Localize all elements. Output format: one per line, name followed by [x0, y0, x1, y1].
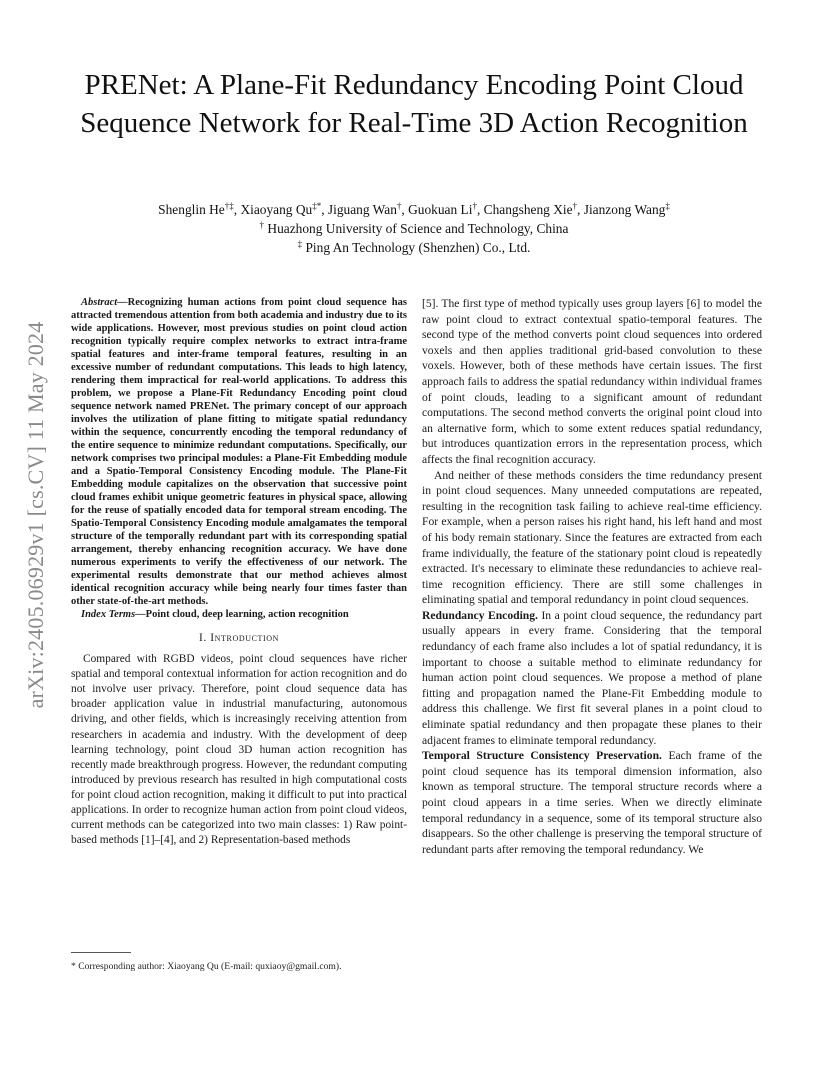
author-list: Shenglin He†‡, Xiaoyang Qu‡*, Jiguang Wan†, Guokuan Li†, Changsheng Xie†, Jianzong Wang‡ — [158, 201, 670, 217]
abstract-text: Recognizing human actions from point cloud sequence has attracted tremendous attention from both academia and industry due to its wide applications. However, most previous studies on point cloud action recognition typically require complex networks to extract intra-frame spatial features and inter-frame temporal features, resulting in an excessive number of redundant computations. This leads to high latency, rendering them impractical for real-world applications. To address this problem, we propose a Plane-Fit Redundancy Encoding point cloud sequence network named PRENet. The primary concept of our approach involves the utilization of plane fitting to mitigate spatial redundancy within the sequence, concurrently encoding the temporal redundancy of the entire sequence to minimize redundant computations. Specifically, our network comprises two principal modules: a Plane-Fit Embedding module and a Spatio-Temporal Consistency Encoding module. The Plane-Fit Embedding module capitalizes on the observation that successive point cloud frames exhibit unique geometric features in physical space, allowing for the reuse of spatially encoded data for temporal stream encoding. The Spatio-Temporal Consistency Encoding module amalgamates the temporal structure of the temporally redundant part with its corresponding spatial arrangement, thereby enhancing recognition accuracy. We have done numerous experiments to verify the effectiveness of our network. The experimental results demonstrate that our method achieves almost identical recognition accuracy while being nearly four times faster than other state-of-the-art methods. — [71, 297, 407, 607]
intro-paragraph-continued: [5]. The first type of method typically uses group layers [6] to model the raw point cloud to extract contextual spatio-temporal features. The second type of the method converts point cloud sequences into ordered voxels and then applies traditional grid-based convolution to these voxels. However, both of these methods have certain issues. The first approach fails to address the spatial redundancy within individual frames of point clouds, leading to a significant amount of redundant computations. The second method converts the original point cloud into an alternative form, which to some extent reduces spatial redundancy, but introduces quantization errors in the representation process, which affects the final recognition accuracy. — [422, 297, 762, 466]
index-terms-text: Point cloud, deep learning, action recognition — [145, 609, 349, 620]
affiliation-mark: † — [259, 220, 265, 230]
author-affiliation-mark: ‡* — [312, 201, 322, 211]
author-name: Guokuan Li — [408, 202, 473, 217]
abstract-label: Abstract— — [81, 297, 128, 308]
intro-paragraph-1: Compared with RGBD videos, point cloud sequences have richer spatial and temporal contextual information for action recognition and do not involve user privacy. Therefore, point cloud sequence data has broader application value in industrial manufacturing, autonomous driving, and other fields, which is increasingly receiving attention from researchers in academia and industry. With the development of deep learning technology, point cloud 3D human action recognition has recently made breakthrough progress. However, the redundant computing introduced by previous research has resulted in high computational costs for point cloud action recognition, making it difficult to put into practical applications. In order to recognize human action from point cloud videos, current methods can be categorized into two main classes: 1) Raw point-based methods [1]–[4], and 2) Representation-based methods — [71, 653, 407, 847]
section-number: I. — [198, 632, 207, 644]
section-title: Introduction — [210, 632, 280, 644]
affiliation-text: Huazhong University of Science and Technology, China — [267, 221, 569, 236]
author-affiliation-mark: ‡ — [665, 201, 670, 211]
author-name: Shenglin He — [158, 202, 225, 217]
paragraph-text: Each frame of the point cloud sequence has its temporal dimension information, also known as temporal structure. The temporal structure records where a point cloud appears in a time series. When we directly eliminate temporal redundancy in a sequence, some of its temporal structure also disappears. So the other challenge is preserving the temporal structure of redundant parts after removing the temporal redundancy. We — [422, 749, 763, 856]
author-affiliation-mark: † — [472, 201, 477, 211]
paragraph-heading: Redundancy Encoding. — [422, 608, 538, 622]
author-name: Jiguang Wan — [327, 202, 397, 217]
paragraph-text: In a point cloud sequence, the redundancy part usually appears in every frame. Considering that the temporal redundancy of each frame also includes a lot of spatial redundancy, it is important to choose a suitable method to eliminate redundancy for human action point cloud sequences. We propose a method of plane fitting and propagation named the Plane-Fit Embedding module to address this challenge. We first fit several planes in a point cloud to eliminate spatial redundancy and then propagate these planes to their adjacent frames to eliminate temporal redundancy. — [422, 608, 762, 747]
intro-paragraph-2: And neither of these methods considers the time redundancy present in point cloud sequences. Many unneeded computations are repeated, resulting in the recognition task failing to achieve real-time efficiency. For example, when a person raises his right hand, his left hand and most of his body remain stationary. Since the features are extracted from each frame individually, the feature of the stationary point cloud is repeatedly extracted. It's necessary to eliminate these redundancies to achieve real-time recognition efficiency. There are still some challenges in eliminating spatial and temporal redundancy in point cloud sequences. — [422, 468, 762, 607]
paragraph-heading: Temporal Structure Consistency Preservation. — [422, 749, 662, 763]
left-column — [71, 296, 407, 848]
author-affiliation-mark: †‡ — [224, 201, 234, 211]
index-terms-label: Index Terms— — [81, 609, 146, 620]
author-affiliation-mark: † — [572, 201, 578, 211]
arxiv-stamp-text: arXiv:2405.06929v1 [cs.CV] 11 May 2024 — [23, 321, 48, 709]
author-name: Jianzong Wang — [583, 202, 666, 217]
author-block — [60, 200, 768, 257]
author-name: Xiaoyang Qu — [240, 202, 313, 217]
affiliation-2 — [60, 238, 768, 257]
affiliation-1 — [60, 219, 768, 238]
temporal-structure-paragraph — [422, 748, 762, 857]
arxiv-stamp — [22, 275, 50, 755]
index-terms — [71, 608, 407, 621]
footnote-rule — [71, 952, 131, 953]
redundancy-encoding-paragraph — [422, 608, 762, 748]
affiliation-mark: ‡ — [297, 239, 303, 249]
abstract — [71, 296, 407, 608]
right-column — [422, 296, 762, 857]
author-affiliation-mark: † — [396, 201, 402, 211]
section-heading-introduction — [71, 631, 407, 646]
paper-title: PRENet: A Plane-Fit Redundancy Encoding Point Cloud Sequence Network for Real-Time 3D Action Recognition — [80, 69, 748, 139]
author-name: Changsheng Xie — [483, 202, 573, 217]
affiliation-text: Ping An Technology (Shenzhen) Co., Ltd. — [305, 240, 531, 255]
footnote: * Corresponding author: Xiaoyang Qu (E-mail: quxiaoy@gmail.com). — [71, 961, 342, 972]
